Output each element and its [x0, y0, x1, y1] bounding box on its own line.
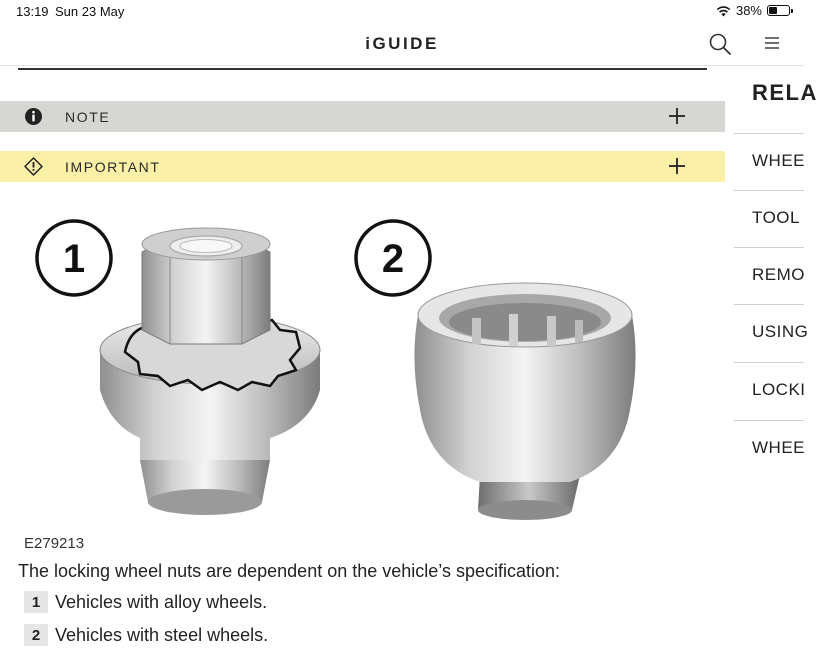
related-sidebar	[734, 66, 818, 649]
status-indicators	[716, 3, 790, 18]
menu-button[interactable]	[758, 30, 786, 58]
plus-icon[interactable]	[667, 106, 687, 126]
battery-level	[769, 7, 777, 14]
important-label: IMPORTANT	[65, 159, 161, 175]
sidebar-item-label: REMO	[752, 265, 805, 284]
battery-percent: 38%	[735, 3, 762, 18]
alloy-wheel-nut	[100, 228, 320, 515]
list-number: 1	[24, 591, 48, 613]
status-bar	[0, 0, 804, 22]
list-text: Vehicles with alloy wheels.	[55, 591, 268, 612]
sidebar-item-label: WHEE	[752, 438, 805, 457]
sidebar-item-label: TOOL	[752, 208, 800, 227]
note-label: NOTE	[65, 109, 111, 125]
search-button[interactable]	[706, 30, 734, 58]
list-number: 2	[24, 624, 48, 646]
important-panel[interactable]	[0, 151, 725, 182]
callout-2	[356, 221, 430, 295]
list-text: Vehicles with steel wheels.	[55, 624, 269, 645]
content-divider	[18, 68, 707, 70]
callout-1-label: 1	[62, 237, 86, 281]
wifi-icon	[716, 5, 731, 17]
hamburger-menu-icon	[758, 30, 786, 58]
search-icon	[706, 30, 734, 58]
battery-icon	[767, 5, 790, 16]
related-heading: RELA	[752, 80, 818, 105]
note-panel[interactable]	[0, 101, 725, 132]
steel-wheel-nut	[414, 283, 635, 520]
list-item	[24, 624, 268, 646]
sidebar-item-label: USING	[752, 322, 809, 341]
warning-diamond-icon	[24, 157, 43, 176]
intro-text: The locking wheel nuts are dependent on the vehicle’s specification:	[18, 561, 561, 581]
callout-2-label: 2	[381, 237, 405, 281]
sidebar-item-wheels[interactable]	[734, 420, 804, 478]
sidebar-item-label: LOCKI	[752, 380, 806, 399]
app-header	[0, 22, 804, 66]
header-divider	[0, 65, 804, 66]
callout-1	[37, 221, 111, 295]
sidebar-item-wheel[interactable]	[734, 133, 804, 191]
sidebar-item-remove[interactable]	[734, 247, 804, 305]
app-title: iGUIDE	[365, 34, 439, 53]
info-circle-icon	[24, 107, 43, 126]
locking-wheel-nut-illustration	[20, 210, 640, 530]
sidebar-item-locking[interactable]	[734, 362, 804, 420]
sidebar-item-tools[interactable]	[734, 190, 804, 248]
figure-code: E279213	[24, 535, 85, 552]
list-item	[24, 591, 267, 613]
sidebar-item-label: WHEE	[752, 151, 805, 170]
status-date: Sun 23 May	[55, 4, 125, 19]
status-time: 13:19	[16, 4, 49, 19]
plus-icon[interactable]	[667, 156, 687, 176]
sidebar-item-using[interactable]	[734, 304, 809, 362]
